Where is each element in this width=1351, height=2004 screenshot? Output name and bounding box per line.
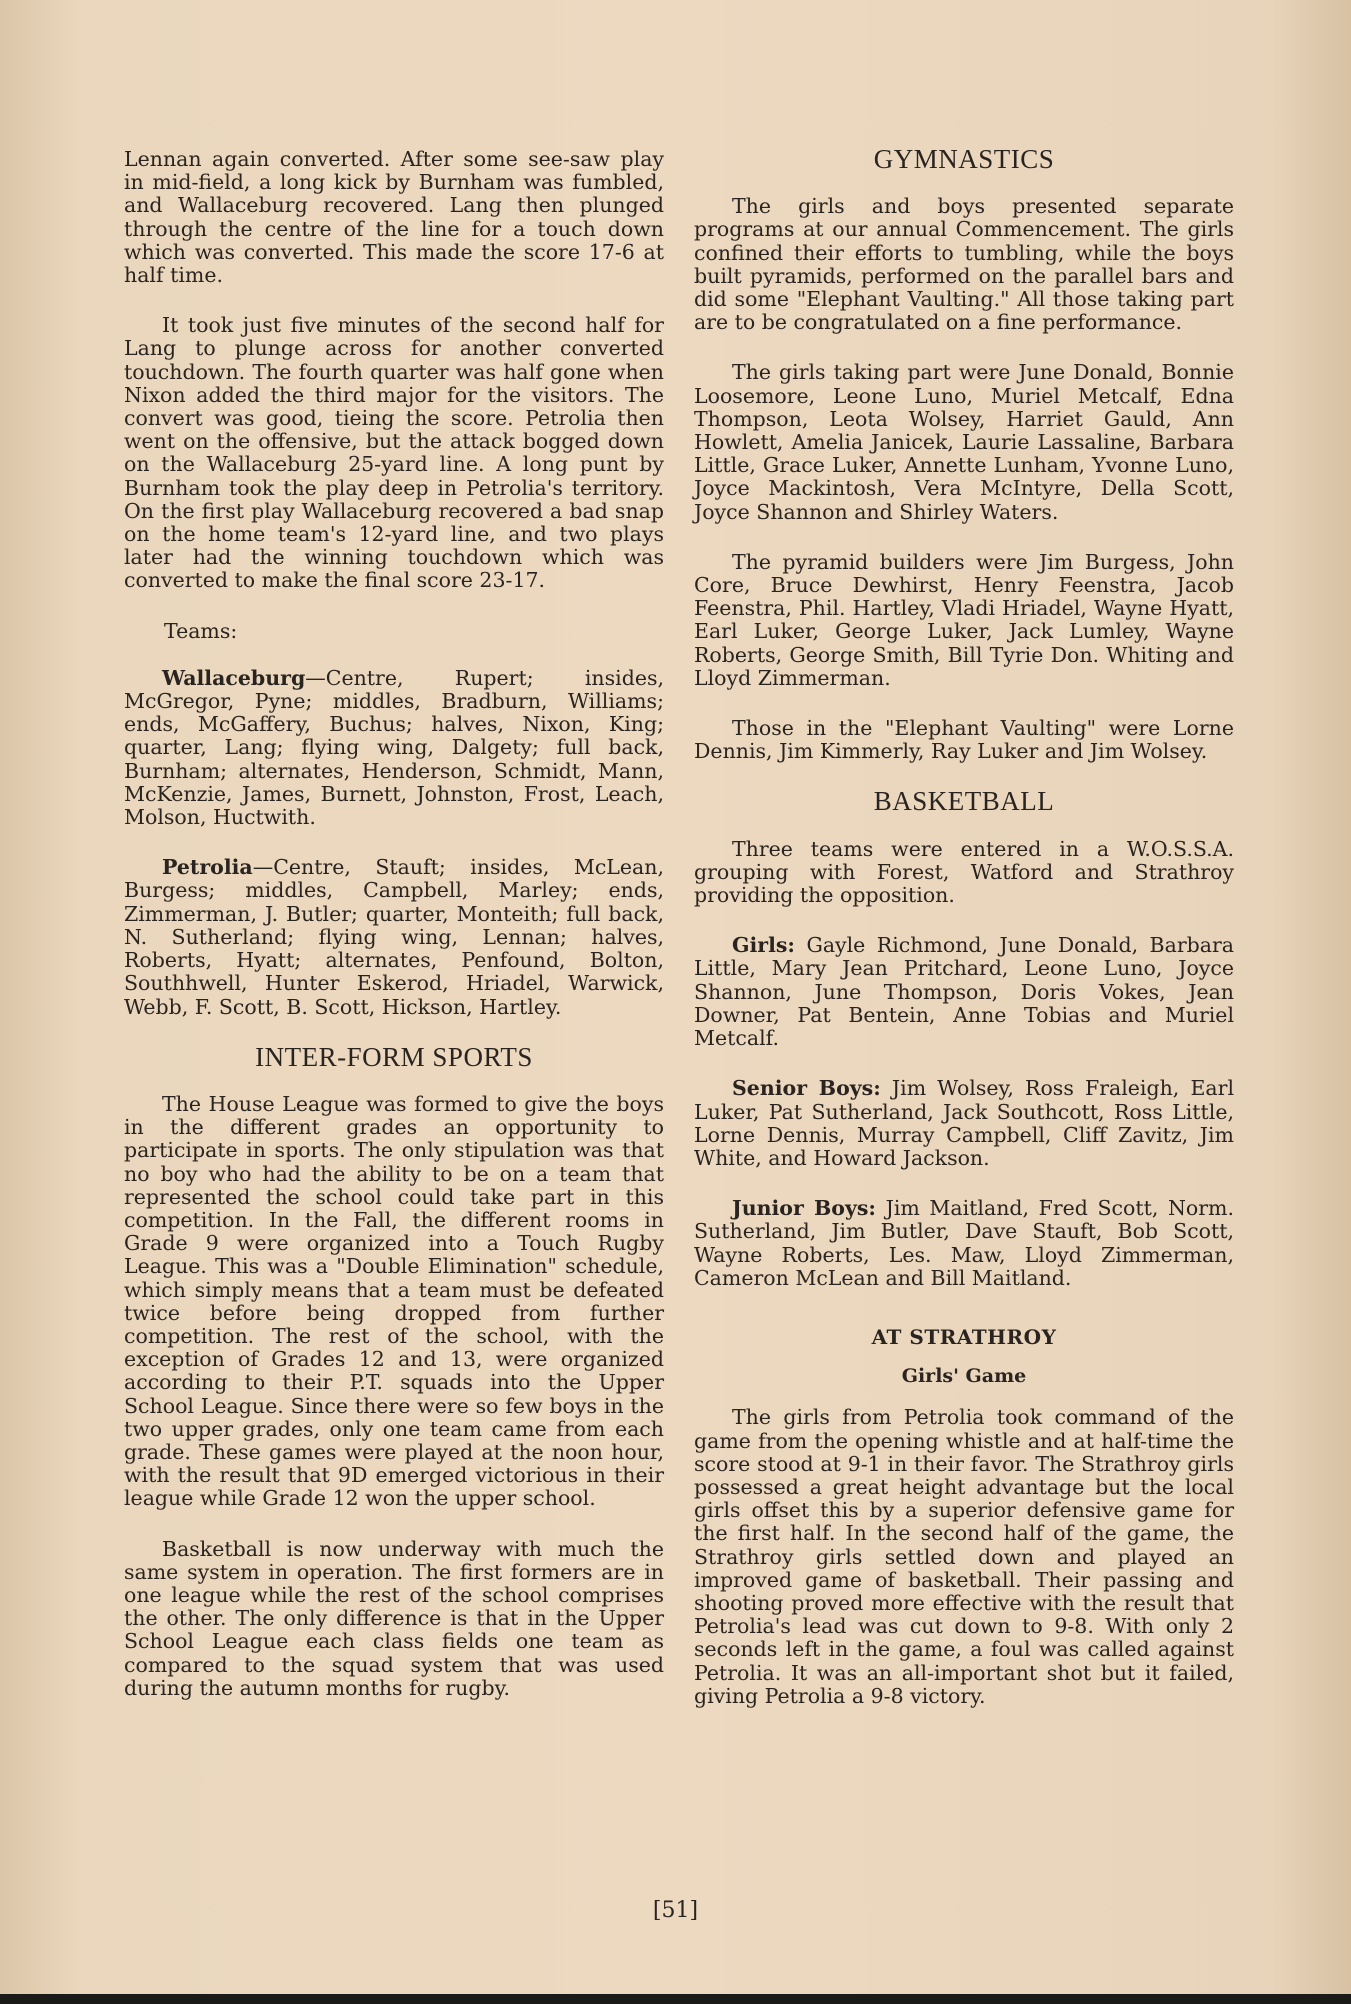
petrolia-lineup-text: —Centre, Stauft; insides, McLean, Burgess; middles, Campbell, Marley; ends, Zimmerman, J. Butler; quarter, Monteith; full back, N. Sutherland; flying wing, Lennan; halves, Roberts, Hyatt; alternates, Penfound, Bolton, Southhwell, Hunter Eskerod, Hriadel, Warwick, Webb, F. Scott, B. Scott, Hickson, Hartley. (124, 855, 664, 1019)
junior-boys-roster (694, 1197, 1234, 1290)
girls-team-names: Gayle Richmond, June Donald, Barbara Little, Mary Jean Pritchard, Leone Luno, Joyce Shannon, June Thompson, Doris Vokes, Jean Downer, Pat Bentein, Anne Tobias and Muriel Metcalf. (694, 933, 1234, 1051)
petrolia-lineup (124, 856, 664, 1018)
scan-edge (0, 1994, 1351, 2004)
girls-team-roster (694, 934, 1234, 1050)
wallaceburg-lineup-text: —Centre, Rupert; insides, McGregor, Pyne; middles, Bradburn, Williams; ends, McGaffery, Buchus; halves, Nixon, King; quarter, Lang; flying wing, Dalgety; full back, Burnham; alternates, Henderson, Schmidt, Mann, McKenzie, James, Burnett, Johnston, Frost, Leach, Molson, Huctwith. (124, 665, 664, 830)
paragraph-score-half-time: Lennan again converted. After some see-saw play in mid-field, a long kick by Burnham was fumbled, and Wallaceburg recovered. Lang then plunged through the centre of the line for a touch down which was converted. This made the score 17-6 at half time. (124, 147, 664, 288)
wallaceburg-team-name: Wallaceburg (162, 665, 306, 690)
wallaceburg-lineup (124, 667, 664, 829)
inter-form-sports-heading: INTER-FORM SPORTS (255, 1041, 533, 1072)
paragraph-pyramid-builders: The pyramid builders were Jim Burgess, John Core, Bruce Dewhirst, Henry Feenstra, Jacob Feenstra, Phil. Hartley, Vladi Hriadel, Wayne Hyatt, Earl Luker, George Luker, Jack Lumley, Wayne Roberts, George Smith, Bill Tyrie Don. Whiting and Lloyd Zimmerman. (694, 549, 1234, 690)
basketball-heading: BASKETBALL (873, 786, 1055, 817)
junior-boys-label: Junior Boys: (732, 1196, 877, 1221)
paragraph-wossa-teams: Three teams were entered in a W.O.S.S.A. grouping with Forest, Watford and Strathroy providing the opposition. (694, 836, 1234, 908)
at-strathroy-heading: AT STRATHROY (871, 1324, 1057, 1349)
paragraph-second-half: It took just five minutes of the second half for Lang to plunge across for another converted touchdown. The fourth quarter was half gone when Nixon added the third major for the visitors. The convert was good, tieing the score. Petrolia then went on the offensive, but the attack bogged down on the Wallaceburg 25-yard line. A long punt by Burnham took the play deep in Petrolia's territory. On the first play Wallaceburg recovered a bad snap on the home team's 12-yard line, and two plays later had the winning touchdown which was converted to make the final score 23-17. (124, 313, 664, 593)
page-number: [51] (652, 1898, 699, 1923)
paragraph-gymnastics-programs: The girls and boys presented separate programs at our annual Commencement. The girls confined their efforts to tumbling, while the boys built pyramids, performed on the parallel bars and did some "Elephant Vaulting." All those taking part are to be congratulated on a fine performance. (694, 194, 1234, 335)
right-column (694, 144, 1235, 1735)
paragraph-house-league: The House League was formed to give the boys in the different grades an opportunity to participate in sports. The only stipulation was that no boy who had the ability to be on a team that represented the school could take part in this competition. In the Fall, the different rooms in Grade 9 were organized into a Touch Rugby League. This was a "Double Elimination" schedule, which simply means that a team must be defeated twice before being dropped from further competition. The rest of the school, with the exception of Grades 12 and 13, were organized according to their P.T. squads into the Upper School League. Since there were so few boys in the two upper grades, only one team came from each grade. These games were played at the noon hour, with the result that 9D emerged victorious in their league while Grade 12 won the upper school. (124, 1091, 664, 1511)
paragraph-strathroy-girls-game: The girls from Petrolia took command of the game from the opening whistle and at half-time the score stood at 9-1 in their favor. The Strathroy girls possessed a great height advantage but the local girls offset this by a superior defensive game for the first half. In the second half of the game, the Strathroy girls settled down and played an improved game of basketball. Their passing and shooting proved more effective with the result that Petrolia's lead was cut down to 9-8. With only 2 seconds left in the game, a foul was called against Petrolia. It was an all-important shot but it failed, giving Petrolia a 9-8 victory. (694, 1405, 1234, 1708)
junior-boys-names: Jim Maitland, Fred Scott, Norm. Sutherland, Jim Butler, Dave Stauft, Bob Scott, Wayne Roberts, Les. Maw, Lloyd Zimmerman, Cameron McLean and Bill Maitland. (694, 1196, 1234, 1290)
senior-boys-label: Senior Boys: (732, 1076, 881, 1101)
gymnastics-heading: GYMNASTICS (873, 144, 1055, 174)
senior-boys-roster (694, 1077, 1234, 1170)
paragraph-basketball-house-league: Basketball is now underway with much the same system in operation. The first formers are in one league while the rest of the school comprises the other. The only difference is that in the Upper School League each class fields one team as compared to the squad system that was used during the autumn months for rugby. (124, 1536, 664, 1700)
girls-team-label: Girls: (732, 933, 795, 958)
teams-label: Teams: (164, 618, 238, 643)
petrolia-team-name: Petrolia (162, 855, 253, 880)
senior-boys-names: Jim Wolsey, Ross Fraleigh, Earl Luker, Pat Sutherland, Jack Southcott, Ross Little, Lorne Dennis, Murray Campbell, Cliff Zavitz, Jim White, and Howard Jackson. (694, 1076, 1235, 1170)
paragraph-gymnastics-girls: The girls taking part were June Donald, Bonnie Loosemore, Leone Luno, Muriel Metcalf, Edna Thompson, Leota Wolsey, Harriet Gauld, Ann Howlett, Amelia Janicek, Laurie Lassaline, Barbara Little, Grace Luker, Annette Lunham, Yvonne Luno, Joyce Mackintosh, Vera McIntyre, Della Scott, Joyce Shannon and Shirley Waters. (694, 360, 1234, 524)
girls-game-heading: Girls' Game (901, 1365, 1027, 1388)
left-column (124, 148, 664, 1727)
paragraph-elephant-vaulting: Those in the "Elephant Vaulting" were Lorne Dennis, Jim Kimmerly, Ray Luker and Jim Wolsey. (694, 716, 1234, 764)
